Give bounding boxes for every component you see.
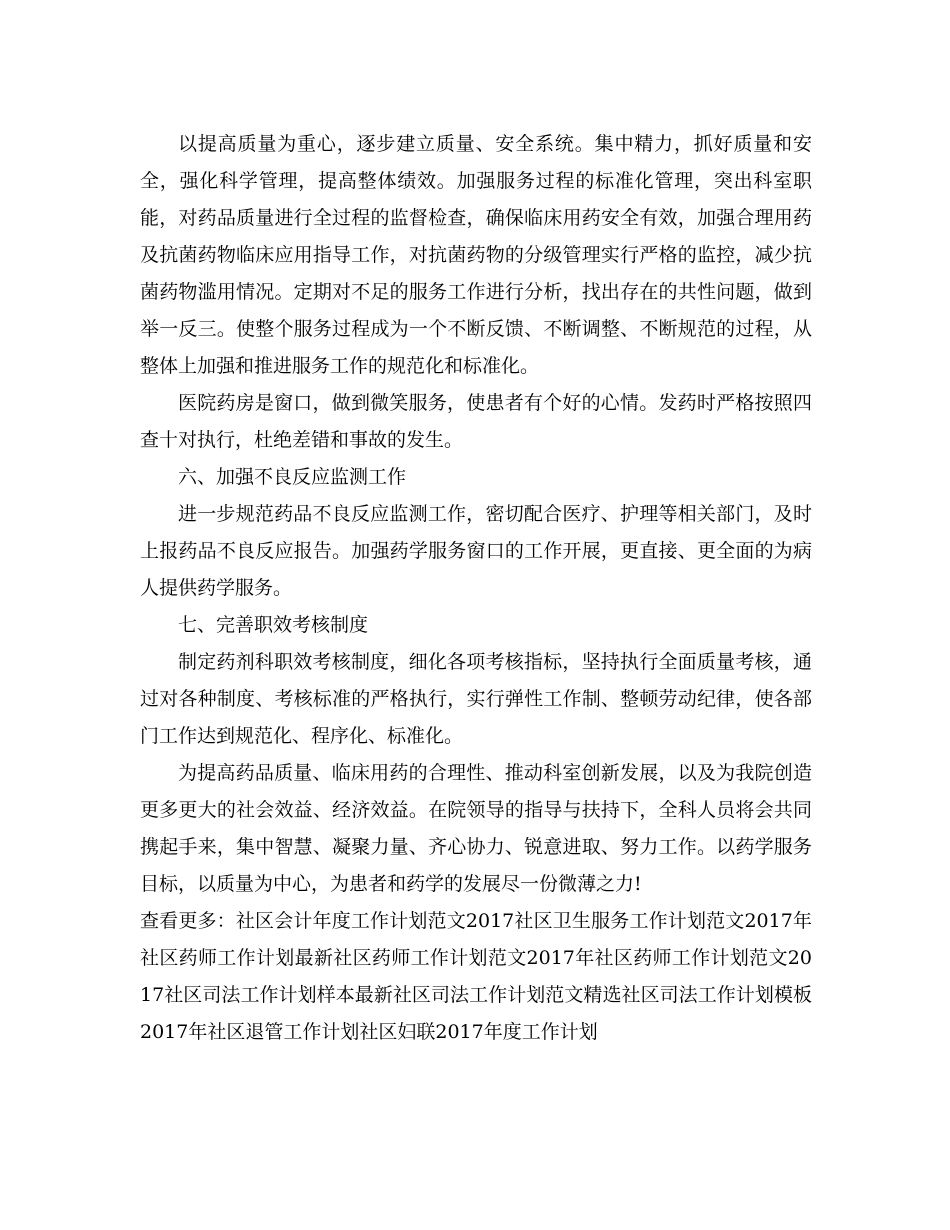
section-heading-adverse-reaction: 六、加强不良反应监测工作 bbox=[178, 466, 407, 488]
paragraph-performance-review: 制定药剂科职效考核制度，细化各项考核指标，坚持执行全面质量考核，通过对各种制度、考核标准的严格执行，实行弹性工作制、整顿劳动纪律，使各部门工作达到规范化、程序化、标准化。 bbox=[140, 651, 812, 747]
document-body bbox=[140, 126, 812, 1051]
paragraph-conclusion: 为提高药品质量、临床用药的合理性、推动科室创新发展，以及为我院创造更多更大的社会效益、经济效益。在院领导的指导与扶持下，全科人员将会共同携起手来，集中智慧、凝聚力量、齐心协力、锐意进取、努力工作。以药学服务目标，以质量为中心，为患者和药学的发展尽一份微薄之力! bbox=[140, 762, 812, 895]
paragraph-adverse-reaction: 进一步规范药品不良反应监测工作，密切配合医疗、护理等相关部门，及时上报药品不良反应报告。加强药学服务窗口的工作开展，更直接、更全面的为病人提供药学服务。 bbox=[140, 503, 812, 599]
section-heading-performance-review: 七、完善职效考核制度 bbox=[178, 614, 369, 636]
see-more-links[interactable]: 查看更多：社区会计年度工作计划范文2017社区卫生服务工作计划范文2017年社区药师工作计划最新社区药师工作计划范文2017年社区药师工作计划范文2017社区司法工作计划样本最新社区司法工作计划范文精选社区司法工作计划模板2017年社区退管工作计划社区妇联2017年度工作计划 bbox=[140, 910, 812, 1043]
paragraph-quality-management: 以提高质量为重心，逐步建立质量、安全系统。集中精力，抓好质量和安全，强化科学管理，提高整体绩效。加强服务过程的标准化管理，突出科室职能，对药品质量进行全过程的监督检查，确保临床用药安全有效，加强合理用药及抗菌药物临床应用指导工作，对抗菌药物的分级管理实行严格的监控，减少抗菌药物滥用情况。定期对不足的服务工作进行分析，找出存在的共性问题，做到举一反三。使整个服务过程成为一个不断反馈、不断调整、不断规范的过程，从整体上加强和推进服务工作的规范化和标准化。 bbox=[140, 133, 812, 377]
paragraph-pharmacy-window: 医院药房是窗口，做到微笑服务，使患者有个好的心情。发药时严格按照四查十对执行，杜绝差错和事故的发生。 bbox=[140, 392, 812, 451]
